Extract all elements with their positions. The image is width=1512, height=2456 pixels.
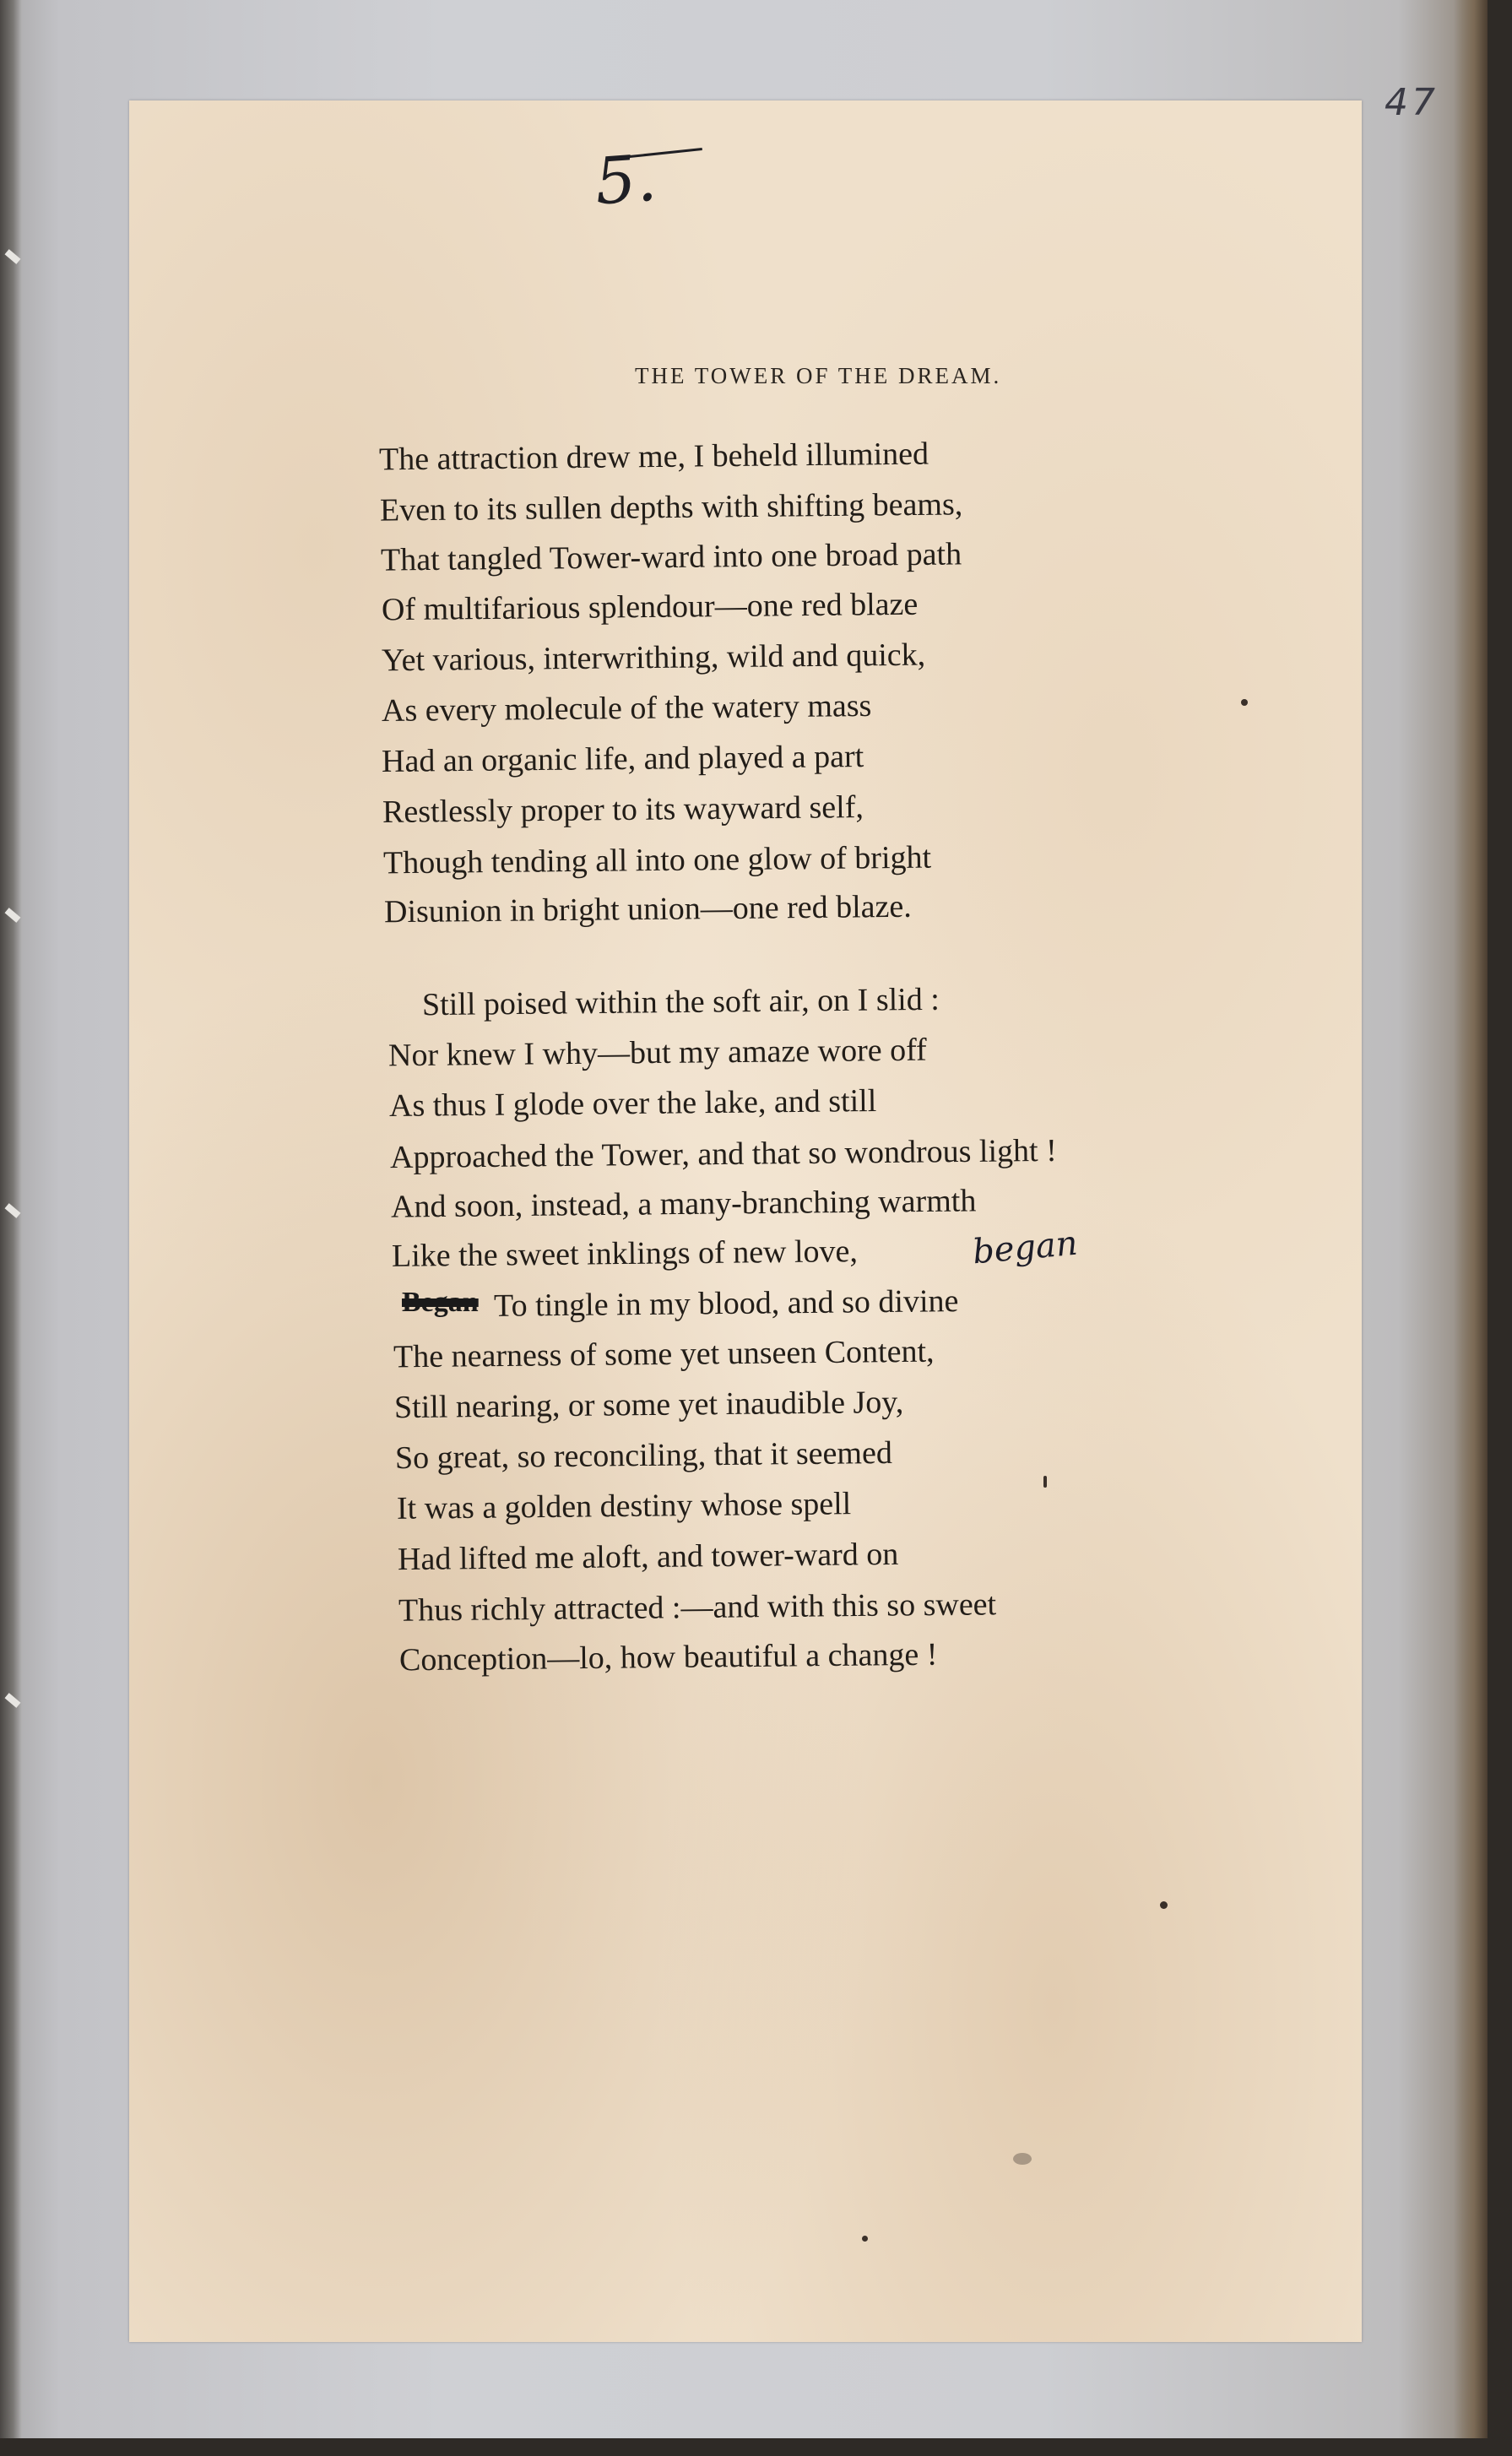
poem-line: Conception—lo, how beautiful a change ! bbox=[398, 1636, 938, 1678]
poem-line: Still poised within the soft air, on I slid : bbox=[421, 981, 940, 1023]
poem-line: The attraction drew me, I beheld illumined bbox=[378, 436, 929, 478]
poem-line: So great, so reconciling, that it seemed bbox=[394, 1434, 893, 1477]
poem-line: Nor knew I why—but my amaze wore off bbox=[387, 1032, 927, 1074]
pencil-poem-number: 5. bbox=[592, 139, 659, 220]
page-number: 47 bbox=[1385, 81, 1439, 124]
poem-line: Disunion in bright union—one red blaze. bbox=[383, 888, 912, 930]
poem-line: Had lifted me aloft, and tower-ward on bbox=[397, 1536, 899, 1578]
poem-line: The nearness of some yet unseen Content, bbox=[393, 1333, 935, 1375]
poem-line: As every molecule of the watery mass bbox=[381, 687, 872, 729]
poem-line: It was a golden destiny whose spell bbox=[396, 1486, 852, 1526]
handwritten-correction: began bbox=[971, 1223, 1080, 1272]
ink-speck bbox=[1241, 699, 1248, 706]
poem-line: Though tending all into one glow of bright bbox=[382, 839, 932, 881]
page-edge bbox=[1454, 0, 1488, 2438]
poem-line: Restlessly proper to its wayward self, bbox=[382, 789, 864, 830]
poem-title: THE TOWER OF THE DREAM. bbox=[635, 363, 1002, 388]
ink-speck bbox=[1160, 1901, 1168, 1909]
poem-line: Approached the Tower, and that so wondrous light ! bbox=[389, 1132, 1057, 1176]
poem-line: That tangled Tower-ward into one broad path bbox=[380, 536, 962, 578]
poem-line: Like the sweet inklings of new love, bbox=[391, 1233, 859, 1274]
poem-line: And soon, instead, a many-branching warmth bbox=[390, 1183, 977, 1225]
poem-line: Thus richly attracted :—and with this so sweet bbox=[398, 1586, 997, 1629]
ink-smudge bbox=[1013, 2153, 1032, 2165]
poem-line: Of multifarious splendour—one red blaze bbox=[381, 586, 919, 628]
poem-line: To tingle in my blood, and so divine bbox=[493, 1283, 959, 1324]
poem-line: Had an organic life, and played a part bbox=[381, 739, 864, 779]
newspaper-clipping bbox=[129, 100, 1362, 2342]
poem-line: As thus I glode over the lake, and still bbox=[388, 1082, 877, 1125]
struck-out-word: Began bbox=[402, 1287, 479, 1318]
poem-line: Even to its sullen depths with shifting beams, bbox=[379, 486, 963, 529]
ink-speck bbox=[862, 2236, 868, 2242]
ink-speck bbox=[1043, 1476, 1047, 1488]
poem-line: Still nearing, or some yet inaudible Joy, bbox=[393, 1384, 904, 1426]
poem-line: Yet various, interwrithing, wild and quick, bbox=[381, 637, 926, 679]
binding-edge bbox=[0, 0, 22, 2438]
